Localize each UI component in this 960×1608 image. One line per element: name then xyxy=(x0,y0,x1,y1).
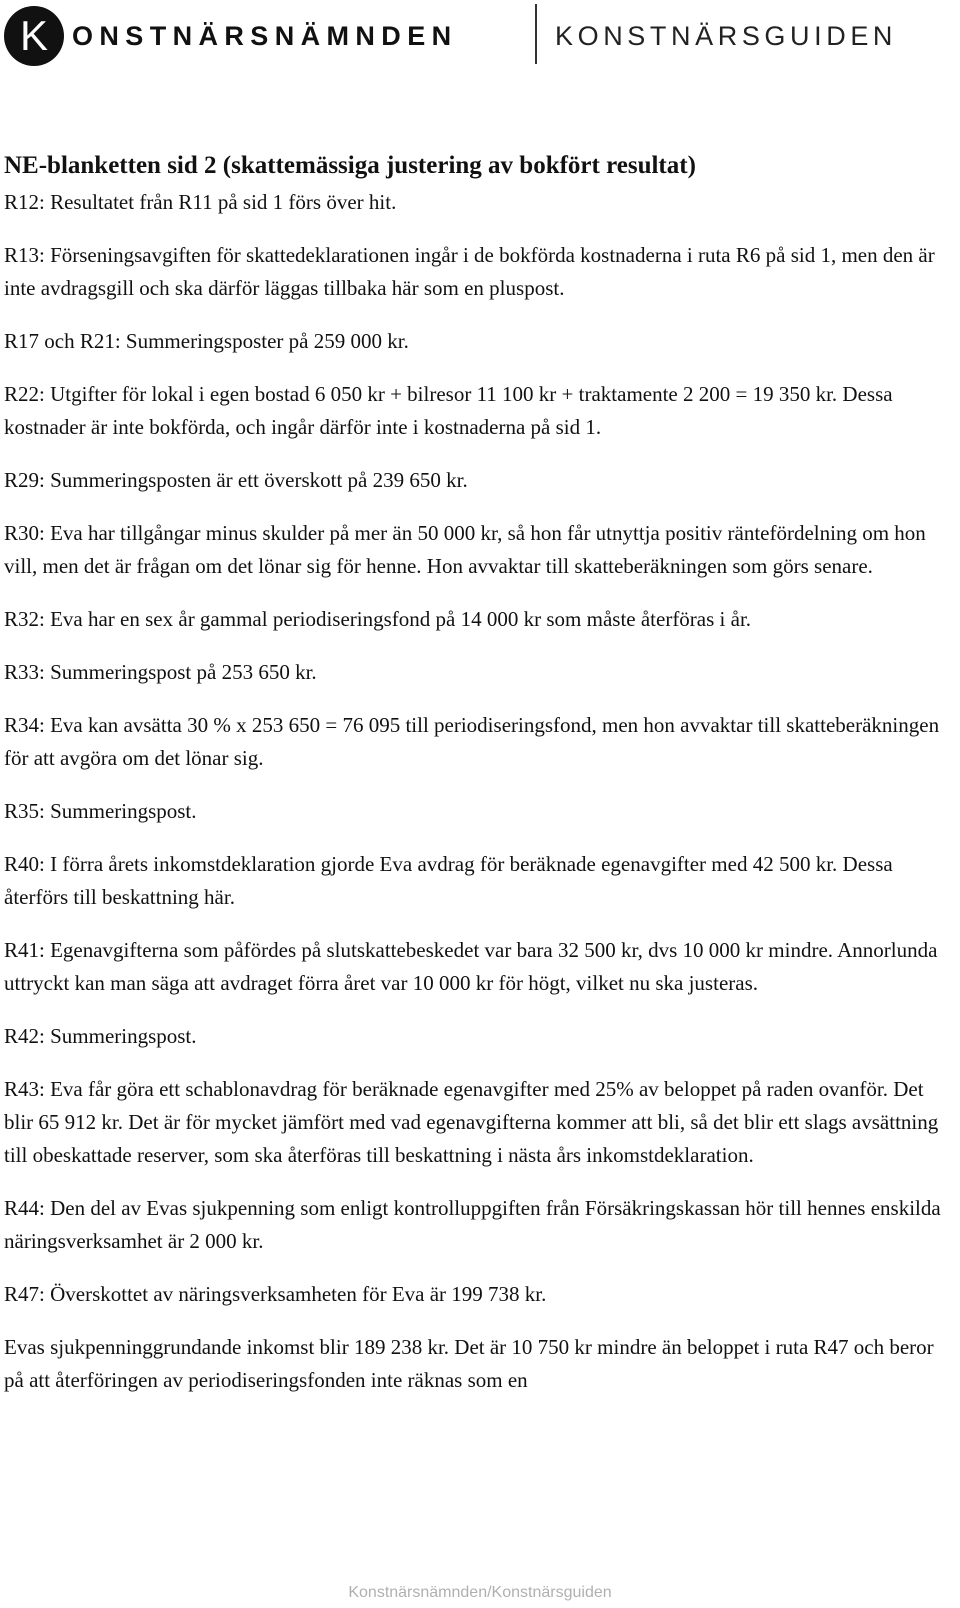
paragraph-r30: R30: Eva har tillgångar minus skulder på mer än 50 000 kr, så hon får utnyttja positiv räntefördelning om hon vill, men det är frågan om det lönar sig för henne. Hon avvaktar till skatteberäkningen som görs senare. xyxy=(4,521,926,578)
paragraph-r41: R41: Egenavgifterna som påfördes på slutskattebeskedet var bara 32 500 kr, dvs 10 000 kr mindre. Annorlunda uttryckt kan man säga att avdraget förra året var 10 000 kr för högt, vilket nu ska justeras. xyxy=(4,938,938,995)
paragraph-r43: R43: Eva får göra ett schablonavdrag för beräknade egenavgifter med 25% av beloppet på raden ovanför. Det blir 65 912 kr. Det är för mycket jämfört med vad egenavgifterna kommer att bli, så det blir ett slags avsättning till obeskattade reserver, som ska återföras till beskattning i nästa års inkomstdeklaration. xyxy=(4,1077,939,1167)
paragraph-r35: R35: Summeringspost. xyxy=(4,799,197,823)
paragraph-r47: R47: Överskottet av näringsverksamheten för Eva är 199 738 kr. xyxy=(4,1282,547,1306)
paragraph-r40: R40: I förra årets inkomstdeklaration gjorde Eva avdrag för beräknade egenavgifter med 42 500 kr. Dessa återförs till beskattning här. xyxy=(4,852,893,909)
paragraph-r32: R32: Eva har en sex år gammal periodiseringsfond på 14 000 kr som måste återföras i år. xyxy=(4,607,752,631)
brand-konstnarsnamnden: ONSTNÄRSNÄMNDEN xyxy=(72,21,458,51)
page-header xyxy=(0,0,960,70)
paragraph-r13: R13: Förseningsavgiften för skattedeklarationen ingår i de bokförda kostnaderna i ruta R6 på sid 1, men den är inte avdragsgill och ska därför läggas tillbaka här som en pluspost. xyxy=(4,243,935,300)
document-body xyxy=(4,146,954,1417)
paragraph-sjukpenninggrundande: Evas sjukpenninggrundande inkomst blir 189 238 kr. Det är 10 750 kr mindre än beloppet i ruta R47 och beror på att återföringen av periodiseringsfonden inte räknas som en xyxy=(4,1335,934,1392)
section-heading: NE-blanketten sid 2 (skattemässiga justering av bokfört resultat) xyxy=(4,152,696,179)
paragraph-r22: R22: Utgifter för lokal i egen bostad 6 050 kr + bilresor 11 100 kr + traktamente 2 200 = 19 350 kr. Dessa kostnader är inte bokförda, och ingår därför inte i kostnaderna på sid 1. xyxy=(4,382,893,439)
header-divider xyxy=(535,4,537,64)
paragraph-r34: R34: Eva kan avsätta 30 % x 253 650 = 76 095 till periodiseringsfond, men hon avvaktar till skatteberäkningen för att avgöra om det lönar sig. xyxy=(4,713,940,770)
paragraph-r17-r21: R17 och R21: Summeringsposter på 259 000 kr. xyxy=(4,329,409,353)
konstnarsnamnden-logo xyxy=(4,6,64,66)
paragraph-r12: R12: Resultatet från R11 på sid 1 förs över hit. xyxy=(4,190,397,214)
paragraph-r33: R33: Summeringspost på 253 650 kr. xyxy=(4,660,317,684)
brand-konstnarsguiden: KONSTNÄRSGUIDEN xyxy=(555,21,898,51)
paragraph-r29: R29: Summeringsposten är ett överskott på 239 650 kr. xyxy=(4,468,468,492)
logo-letter: K xyxy=(19,12,48,59)
page-footer: Konstnärsnämnden/Konstnärsguiden xyxy=(348,1584,612,1601)
paragraph-r42: R42: Summeringspost. xyxy=(4,1024,197,1048)
paragraph-r44: R44: Den del av Evas sjukpenning som enligt kontrolluppgiften från Försäkringskassan hör till hennes enskilda näringsverksamhet är 2 000 kr. xyxy=(4,1196,941,1253)
